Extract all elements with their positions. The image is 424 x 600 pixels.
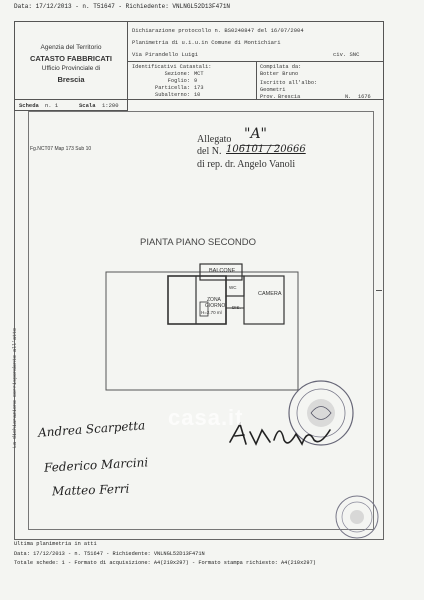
scheda-label: Scheda	[19, 102, 39, 109]
watermark: casa.it	[168, 405, 244, 430]
planimetria-line: Planimetria di u.i.u.in Comune di Montichiari	[132, 39, 281, 46]
plan-title: PIANTA PIANO SECONDO	[140, 237, 256, 248]
top-stamp: Data: 17/12/2013 - n. T51647 - Richiedente: VNLNGL52D13F471N	[14, 3, 231, 10]
signature-3: Matteo Ferri	[51, 481, 130, 499]
subalterno-label: Subalterno:	[155, 92, 190, 98]
via-line: Via Pirandello Luigi	[132, 51, 199, 58]
camera-room	[244, 276, 284, 324]
bottom-stamp-2: Data: 17/12/2013 - n. T51647 - Richiedente: VNLNGL52D13F471N	[14, 551, 205, 557]
subalterno-value: 10	[194, 92, 201, 98]
side-note	[12, 198, 18, 448]
agency-line1: Agenzia del Territorio	[40, 44, 102, 51]
side-note-text: La dichiarazione corrispondente all'atto	[12, 327, 18, 448]
catastali-box	[127, 61, 257, 100]
allegato-number: 106101 / 20666	[226, 144, 306, 155]
registry-seal	[334, 494, 380, 540]
albo-value: Geometri	[260, 87, 286, 93]
prov-value: Brescia	[278, 94, 301, 100]
civ-line: civ. SNC	[333, 51, 360, 58]
catastali-title: Identificativi Catastali:	[132, 64, 212, 70]
sezione-label: Sezione:	[164, 71, 190, 77]
iscritto-label: Iscritto all'albo:	[260, 80, 318, 86]
allegato-rep: di rep. dr. Angelo Vanoli	[197, 159, 296, 170]
compilata-name: Botter Bruno	[260, 71, 299, 77]
prov-label: Prov.	[260, 94, 276, 100]
foglio-label: Foglio:	[167, 78, 190, 84]
height-label: H=2.70 ml	[201, 310, 222, 315]
dichiarazione-line: Dichiarazione protocollo n. BS0240847 del 16/07/2004	[132, 27, 304, 34]
allegato-letter: "A"	[244, 126, 267, 142]
n-value: 1676	[358, 94, 371, 100]
particella-label: Particella:	[155, 85, 190, 91]
scheda-value: n. 1	[45, 102, 59, 109]
signature-1: Andrea Scarpetta	[37, 418, 146, 440]
signature-2: Federico Marcini	[43, 455, 149, 475]
n-label: N.	[345, 94, 352, 100]
del-n-label: del N.	[197, 146, 222, 157]
agency-line3: Ufficio Provinciale di	[41, 65, 101, 72]
bottom-stamp-3: Totale schede: 1 - Formato di acquisizione: A4(210x297) - Formato stampa richiesto: A4(210x297)	[14, 560, 316, 566]
giorno-label: GIORNO	[205, 303, 226, 309]
agency-line4: Brescia	[57, 75, 85, 84]
right-scale-tick	[376, 290, 382, 291]
floor-plan	[100, 256, 310, 396]
building-outline	[106, 272, 298, 390]
dis-label: DIS.	[232, 305, 241, 310]
compilata-title: Compilata da:	[260, 64, 302, 70]
scala-label: Scala	[79, 102, 96, 109]
header-decl-box	[127, 21, 384, 62]
scala-value: 1:200	[102, 102, 119, 109]
map-reference: Fg.NCT07 Map 173 Sub 10	[30, 146, 92, 152]
allegato-label: Allegato	[197, 134, 232, 145]
agency-line2: CATASTO FABBRICATI	[30, 54, 112, 63]
foglio-value: 9	[194, 78, 198, 84]
scheda-box	[14, 99, 128, 111]
particella-value: 173	[194, 85, 204, 91]
wc-label: WC	[229, 285, 237, 290]
compilata-box	[256, 61, 384, 100]
camera-label: CAMERA	[258, 291, 282, 297]
bottom-stamp-1: Ultima planimetria in atti	[14, 541, 97, 547]
sezione-value: MCT	[194, 71, 204, 77]
balcone-label: BALCONE	[209, 268, 236, 274]
zona-label: ZONA	[207, 297, 221, 303]
header-agency-box	[14, 21, 128, 100]
